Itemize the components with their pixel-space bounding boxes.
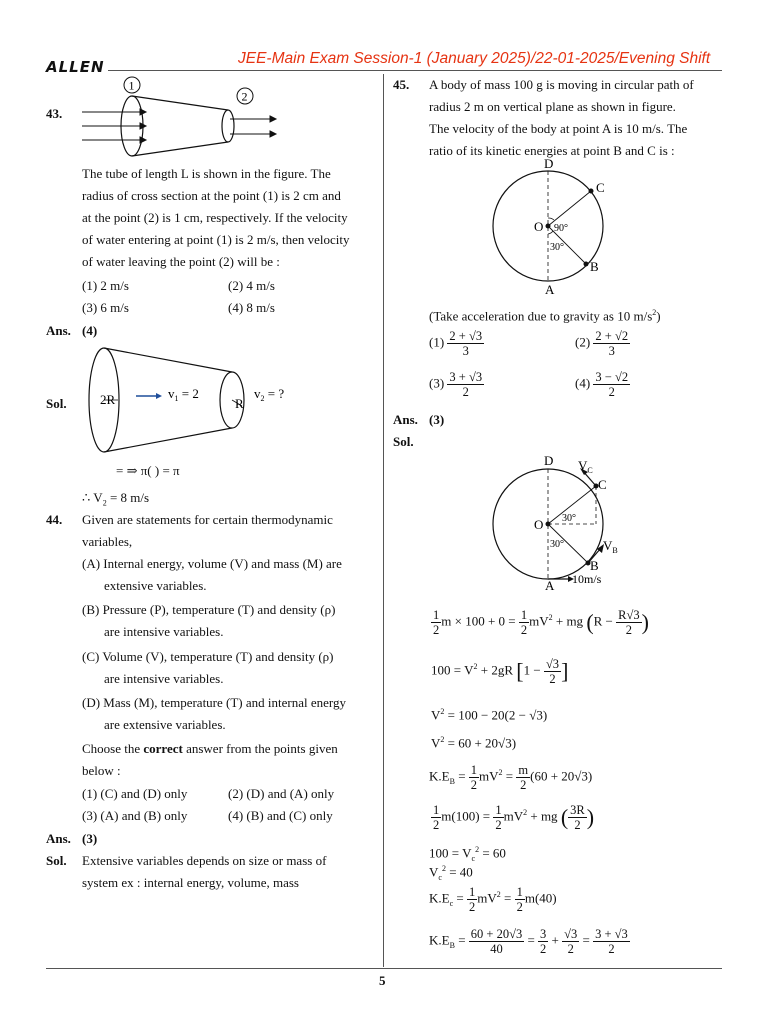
q45-option-2: (2) $\frac{2 + √2}{3}$ (575, 329, 629, 358)
q45-step-6: $\frac{1}{2}$ m(100) = $\frac{1}{2}$ $mV^2$ + mg ( $\frac{3R}{2}$ ) (433, 803, 595, 832)
q43-text-line: The tube of length L is shown in the figure. The (82, 166, 331, 181)
q43-text-line: radius of cross section at the point (1) is 2 cm and (82, 188, 341, 203)
exam-header-title: JEE-Main Exam Session-1 (January 2025)/22-01-2025/Evening Shift (238, 50, 711, 67)
q45-number: 45. (393, 77, 410, 92)
q45-sol-label: Sol. (393, 434, 414, 449)
q43-number: 43. (46, 106, 63, 121)
q43-ans-label: Ans. (46, 323, 71, 338)
q45-step-10: $K.E_B$ = $\frac{60 + 20√3}{40}$ = $\frac{3}{2}$ + $\frac{√3}{2}$ = $\frac{3 + √3}{2}$ (429, 927, 628, 956)
svg-text:30°: 30° (550, 539, 564, 550)
svg-text:C: C (596, 180, 605, 195)
q43-solution-equation: = ⇒ π( ) = π (116, 463, 180, 478)
q44-option-2: (2) (D) and (A) only (228, 786, 335, 801)
q43-sol-label: Sol. (46, 396, 67, 411)
svg-text:O: O (534, 517, 544, 532)
q45-option-1: (1) $\frac{2 + √3}{3}$ (429, 329, 483, 358)
q43-answer: (4) (82, 323, 98, 338)
svg-text:B: B (590, 558, 599, 573)
q44-intro (82, 509, 333, 553)
q45-circle-figure (486, 154, 616, 296)
q43-text-line: at the point (2) is 1 cm, respectively. If the velocity (82, 210, 348, 225)
header-divider (108, 70, 722, 71)
q44-choose-text: Choose the correct answer from the points given (82, 741, 338, 756)
q43-solution-result: ∴ $V_2 = 8$ m/s (82, 490, 150, 508)
svg-text:D: D (544, 156, 554, 171)
q43-fig-label-2: 2 (241, 89, 248, 104)
q43-text-line: of water entering at point (1) is 2 m/s, then velocity (82, 232, 350, 247)
q43-solution-figure (82, 340, 302, 460)
svg-text:v1 = 2: $v_1 = 2$ (168, 386, 199, 403)
q44-option-4: (4) (B) and (C) only (228, 808, 333, 823)
q45-question-text: A body of mass 100 g is moving in circular path of radius 2 m on vertical plane as shown in figure. The velocity of the body at point A is 10 m/s. The ratio of its kinetic energies at point B and C is : (429, 77, 694, 158)
q45-option-4: (4) $\frac{3 - √2}{2}$ (575, 370, 629, 399)
q45-step-5: $K.E_B$ = $\frac{1}{2}$ $mV^2$ = $\frac{m}{2}$ (60 + 20√3) (429, 763, 593, 792)
q45-step-3: $V^2 = 100 - 20(2 - √3)$ (431, 707, 548, 723)
q43-option-3: (3) 6 m/s (82, 300, 129, 315)
svg-text:D: D (544, 453, 554, 468)
q44-answer: (3) (82, 831, 98, 846)
svg-text:A: A (545, 578, 555, 592)
svg-text:10m/s: 10m/s (572, 572, 602, 586)
q45-solution-figure (486, 450, 636, 592)
q43-text-line: of water leaving the point (2) will be : (82, 254, 280, 269)
q44-statement-d: (D) Mass (M), temperature (T) and internal energy are extensive variables. (82, 695, 346, 732)
q44-ans-label: Ans. (46, 831, 71, 846)
q45-ans-label: Ans. (393, 412, 418, 427)
page-number: 5 (379, 973, 386, 988)
svg-text:v2 = ?: $v_2$ = ? (254, 386, 285, 403)
q44-solution-text: Extensive variables depends on size or mass of system ex : internal energy, volume, mass (82, 853, 327, 890)
q43-fig-label-1: 1 (128, 78, 135, 93)
svg-text:B: B (590, 259, 599, 274)
q43-fig-r2: R (235, 396, 244, 411)
q44-statement-a: (A) Internal energy, volume (V) and mass (M) are extensive variables. (82, 556, 342, 593)
q44-statement-b: (B) Pressure (P), temperature (T) and density (ρ) are intensive variables. (82, 602, 336, 639)
q43-option-1: (1) 2 m/s (82, 278, 129, 293)
q44-number: 44. (46, 512, 63, 527)
svg-text:VB: $V_B$ (603, 538, 618, 555)
brand-logo: ALLEN (46, 58, 105, 76)
q45-step-8: $V_c^2 = 40$ (429, 864, 473, 882)
q45-option-3: (3) $\frac{3 + √3}{2}$ (429, 370, 483, 399)
q44-option-1: (1) (C) and (D) only (82, 786, 188, 801)
svg-text:VC: $V_C$ (578, 458, 593, 475)
q43-question-text (82, 163, 350, 273)
svg-text:O: O (534, 219, 544, 234)
q45-answer: (3) (429, 412, 445, 427)
q44-intro-line: Given are statements for certain thermodynamic (82, 512, 333, 527)
q44-option-3: (3) (A) and (B) only (82, 808, 188, 823)
svg-text:30°: 30° (562, 513, 576, 524)
svg-text:90°: 90° (554, 223, 568, 234)
q43-fig-r1: 2R (100, 392, 116, 407)
q45-step-1: $\frac{1}{2}$ m × 100 + 0 = $\frac{1}{2}$ $mV^2$ + mg (R − $\frac{R√3}{2}$ ) (433, 608, 649, 637)
svg-text:C: C (598, 477, 607, 492)
q45-gravity-note: (Take acceleration due to gravity as 10 $m/s^2$) (429, 308, 661, 324)
q45-step-4: $V^2 = 60 + 20√3$) (431, 735, 517, 751)
svg-text:A: A (545, 282, 555, 296)
q43-option-2: (2) 4 m/s (228, 278, 275, 293)
q44-intro-line: variables, (82, 534, 133, 549)
svg-text:30°: 30° (550, 242, 564, 253)
q43-option-4: (4) 8 m/s (228, 300, 275, 315)
q44-statement-c: (C) Volume (V), temperature (T) and density (ρ) are intensive variables. (82, 649, 334, 686)
q44-sol-label: Sol. (46, 853, 67, 868)
q44-choose-text-2: below : (82, 763, 121, 778)
q45-step-9: $K.E_c$ = $\frac{1}{2}$ $mV^2$ = $\frac{1}{2}$ m(40) (429, 885, 557, 914)
column-divider (383, 74, 384, 967)
q45-step-2: $100 = V^2 + 2gR$ [1 − $\frac{√3}{2}$ ] (431, 657, 569, 686)
q45-step-7: $100 = V_c^2 = 60$ (429, 845, 506, 863)
footer-divider (46, 968, 722, 969)
q43-tube-figure (80, 74, 300, 164)
